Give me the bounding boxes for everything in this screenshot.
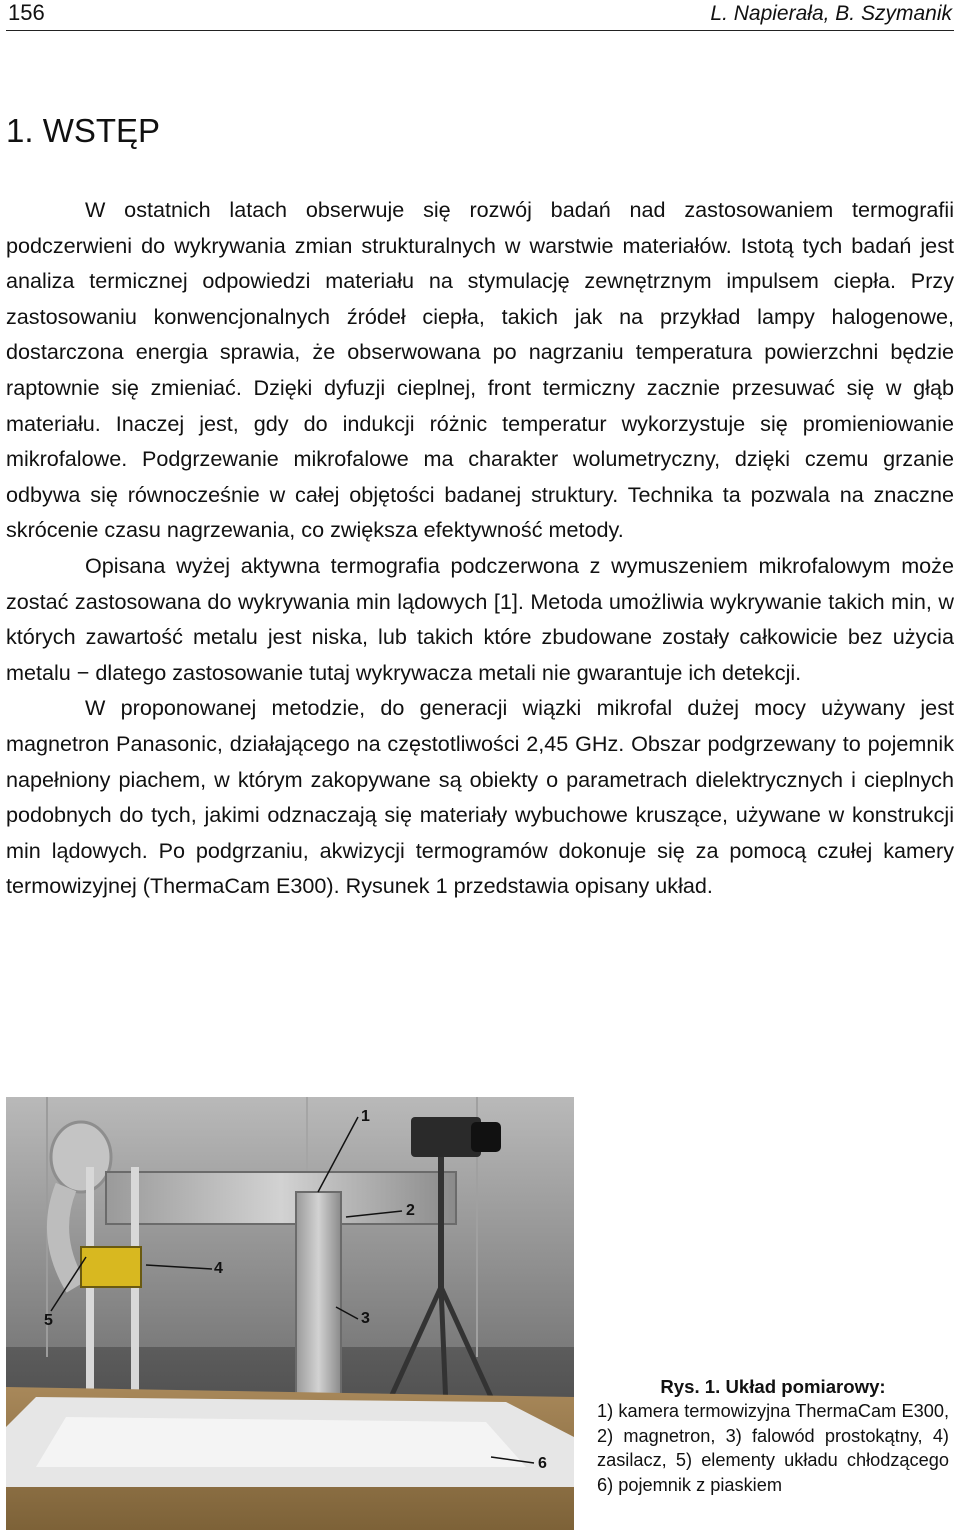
body-text (6, 192, 954, 904)
power-supply (81, 1247, 141, 1287)
figure-label-4: 4 (214, 1260, 223, 1277)
figure-label-3: 3 (361, 1310, 370, 1327)
section-title: 1. WSTĘP (6, 112, 161, 149)
paragraph-1: W ostatnich latach obserwuje się rozwój badań nad zastosowaniem termografii podczerwieni do wykrywania zmian strukturalnych w warstwie materiałów. Istotą tych badań jest analiza termicznej odpowiedzi materiału na stymulację zewnętrznym impulsem ciepła. Przy zastosowaniu konwencjonalnych źródeł ciepła, takich jak na przykład lampy halogenowe, dostarczona energia sprawia, że obserwowana po nagrzaniu temperatura powierzchni będzie raptownie się zmieniać. Dzięki dyfuzji cieplnej, front termiczny zacznie przesuwać się w głąb materiału. Inaczej jest, gdy do indukcji różnic temperatur wykorzystuje się promieniowanie mikrofalowe. Podgrzewanie mikrofalowe ma charakter wolumetryczny, dzięki czemu grzanie odbywa się równocześnie w całej objętości badanej struktury. Technika ta pozwala na znaczne skrócenie czasu nagrzewania, co zwiększa efektywność metody. (6, 197, 954, 543)
figure-label-2: 2 (406, 1202, 415, 1219)
figure-photo (6, 1097, 574, 1530)
paragraph-2: Opisana wyżej aktywna termografia podczerwona z wymuszeniem mikrofalowym może zostać zastosowana do wykrywania min lądowych [1]. Metoda umożliwia wykrywanie takich min, w których zawartość metalu jest niska, lub takich które zbudowane zostały całkowicie bez użycia metalu − dlatego zastosowanie tutaj wykrywacza metali nie gwarantuje ich detekcji. (6, 552, 954, 685)
running-authors: L. Napierała, B. Szymanik (710, 2, 952, 25)
page-number: 156 (8, 0, 45, 25)
page-header (6, 0, 954, 31)
figure-caption (597, 1375, 949, 1497)
waveguide-horizontal (106, 1172, 456, 1224)
caption-text: 1) kamera termowizyjna ThermaCam E300, 2) magnetron, 3) falowód prostokątny, 4) zasilacz, 5) elementy układu chłodzącego 6) pojemnik z piaskiem (597, 1401, 949, 1495)
figure-label-6: 6 (538, 1455, 547, 1472)
caption-title: Rys. 1. Układ pomiarowy: (660, 1376, 886, 1397)
duct (51, 1122, 111, 1192)
paragraph-3: W proponowanej metodzie, do generacji wiązki mikrofal dużej mocy używany jest magnetron Panasonic, działającego na częstotliwości 2,45 GHz. Obszar podgrzewany to pojemnik napełniony piachem, w którym zakopywane są obiekty o parametrach dielektrycznych i cieplnych podobnych do tych, jakimi odznaczają się materiały wybuchowe kruszące, używane w konstrukcji min lądowych. Po podgrzaniu, akwizycji termogramów dokonuje się za pomocą czułej kamery termowizyjnej (ThermaCam E300). Rysunek 1 przedstawia opisany układ. (6, 695, 954, 899)
setup-photo-illustration (6, 1097, 574, 1530)
figure-label-5: 5 (44, 1312, 53, 1329)
thermal-camera (411, 1117, 481, 1157)
figure-label-1: 1 (361, 1108, 370, 1125)
